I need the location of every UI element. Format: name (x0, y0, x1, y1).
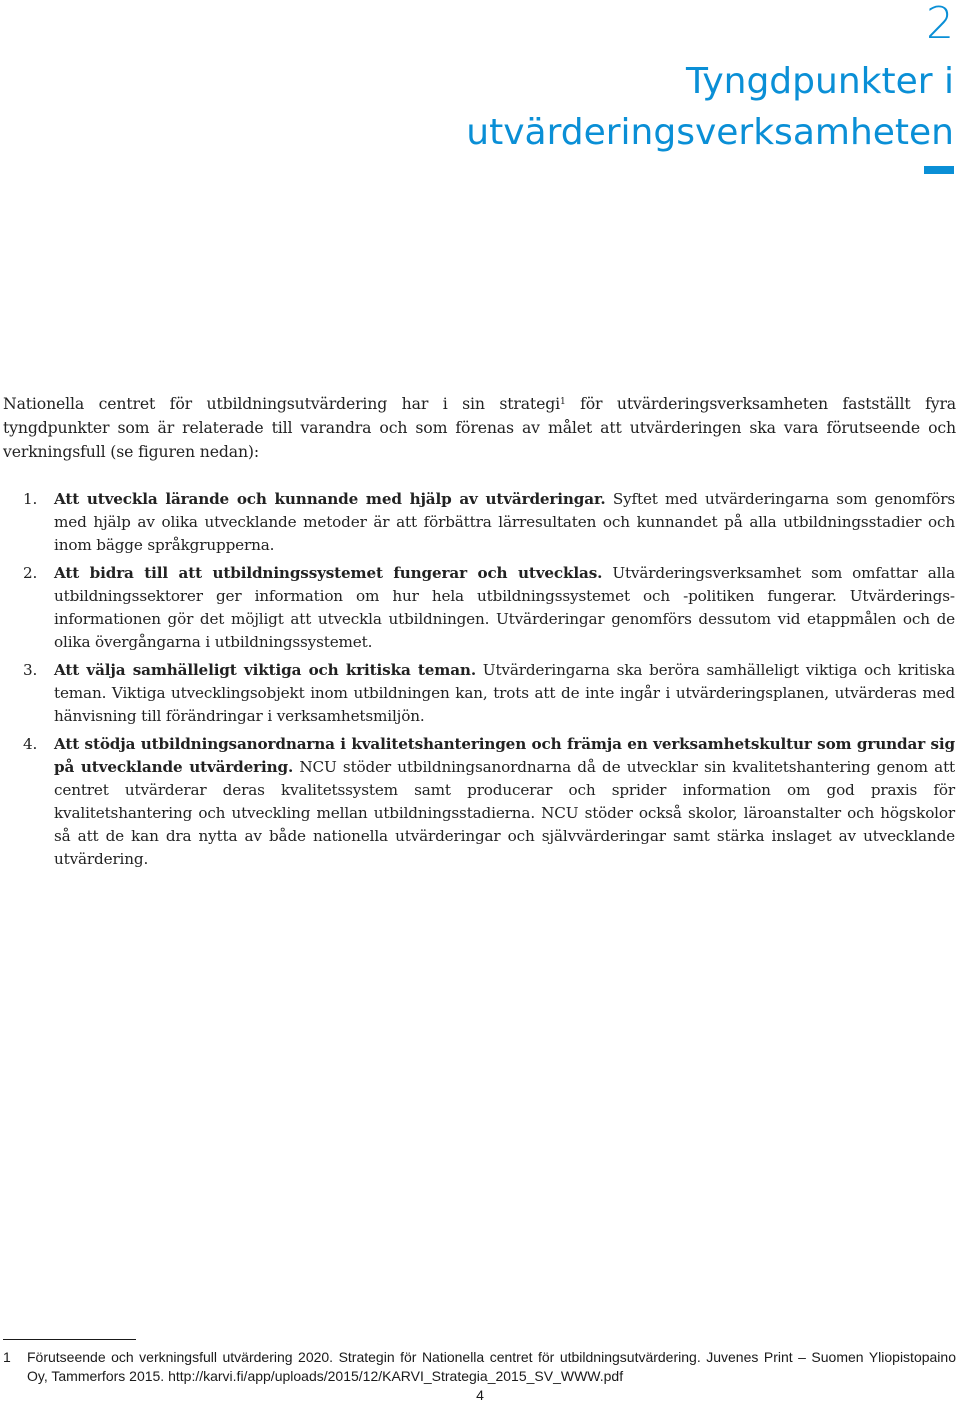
focus-area-body: NCU stöder utbildningsanordnarna då de utvecklar sin kvalitetshantering genom att centret utvärderar deras kvalitetssystem samt producerar och sprider information om god praxis för kvalitetshantering och utveckling mellan utbildningsstadierna. NCU stöder också skolor, läroanstalter och högskolor så att de kan dra nytta av både nationella utvärderingar och självvärderingar samt stärka inslaget av utvecklande utvärdering. (54, 758, 955, 868)
focus-area-heading: Att utveckla lärande och kunnande med hjälp av utvärderingar. (54, 490, 606, 508)
intro-text-start: Nationella centret för utbildningsutvärdering har i sin strategi (3, 394, 560, 413)
footnote (3, 1348, 956, 1386)
focus-area-heading: Att bidra till att utbildningssystemet fungerar och utvecklas. (54, 564, 603, 582)
focus-area-item (23, 562, 955, 654)
footnote-rule (3, 1339, 136, 1340)
focus-area-number: 2. (23, 564, 38, 582)
focus-area-text (54, 733, 955, 871)
focus-area-body: Utvärderingsverksamhet som omfattar alla utbildningssektorer ger information om hur hela utbildningssystemet och -politiken fungerar. Utvärderingsinformationen gör det möjligt att utveckla utbildningen. Utvärderingar genomförs dessutom vid etappmålen och de olika övergångarna i utbildningssystemet. (54, 564, 955, 651)
focus-area-heading: Att välja samhälleligt viktiga och kritiska teman. (54, 661, 476, 679)
chapter-title-line-2: utvärderingsverksamheten (466, 112, 954, 153)
focus-area-item (23, 659, 955, 728)
chapter-title-line-1: Tyngdpunkter i (685, 61, 954, 102)
footnote-reference: 1 (559, 397, 566, 407)
focus-area-body: Syftet med utvärderingarna som genomförs med hjälp av olika utvecklande metoder är att förbättra lärresultaten och kunnandet på alla utbildningsstadier och inom bägge språkgrupperna. (54, 490, 955, 554)
focus-area-text (54, 659, 955, 728)
focus-area-number: 3. (23, 661, 38, 679)
footnote-text: Förutseende och verkningsfull utvärdering 2020. Strategin för Nationella centret för utbildningsutvärdering. Juvenes Print – Suomen Yliopistopaino Oy, Tammerfors 2015. http://karvi.fi/app/uploads/2015/12/KARVI_Strategia_2015_SV_WWW.pdf (27, 1349, 956, 1384)
focus-area-heading: Att stödja utbildningsanordnarna i kvalitetshanteringen och främja en verksamhetskultur som grundar sig på utvecklande utvärdering. (54, 735, 955, 776)
chapter-title (466, 56, 954, 158)
focus-area-number: 1. (23, 490, 38, 508)
chapter-accent-bar (924, 166, 954, 174)
footnote-marker: 1 (3, 1349, 11, 1365)
focus-areas-list (23, 488, 955, 876)
intro-text-end: för utvärderingsverksamheten fastställt fyra tyngdpunkter som är relaterade till varandra och som förenas av målet att utvärderingen ska vara förutseende och verkningsfull (se figuren nedan): (3, 394, 956, 461)
focus-area-body: Utvärderingarna ska beröra samhälleligt viktiga och kritiska teman. Viktiga utvecklingsobjekt inom utbildningen kan, trots att de inte ingår i utvärderingsplanen, utvärderas med hänvisning till förändringar i verksamhetsmiljön. (54, 661, 955, 725)
chapter-number: 2 (926, 0, 954, 49)
page-number: 4 (476, 1387, 484, 1403)
focus-area-number: 4. (23, 735, 38, 753)
focus-area-text (54, 562, 955, 654)
focus-area-text (54, 488, 955, 557)
focus-area-item (23, 488, 955, 557)
focus-area-item (23, 733, 955, 871)
intro-paragraph (3, 392, 956, 464)
